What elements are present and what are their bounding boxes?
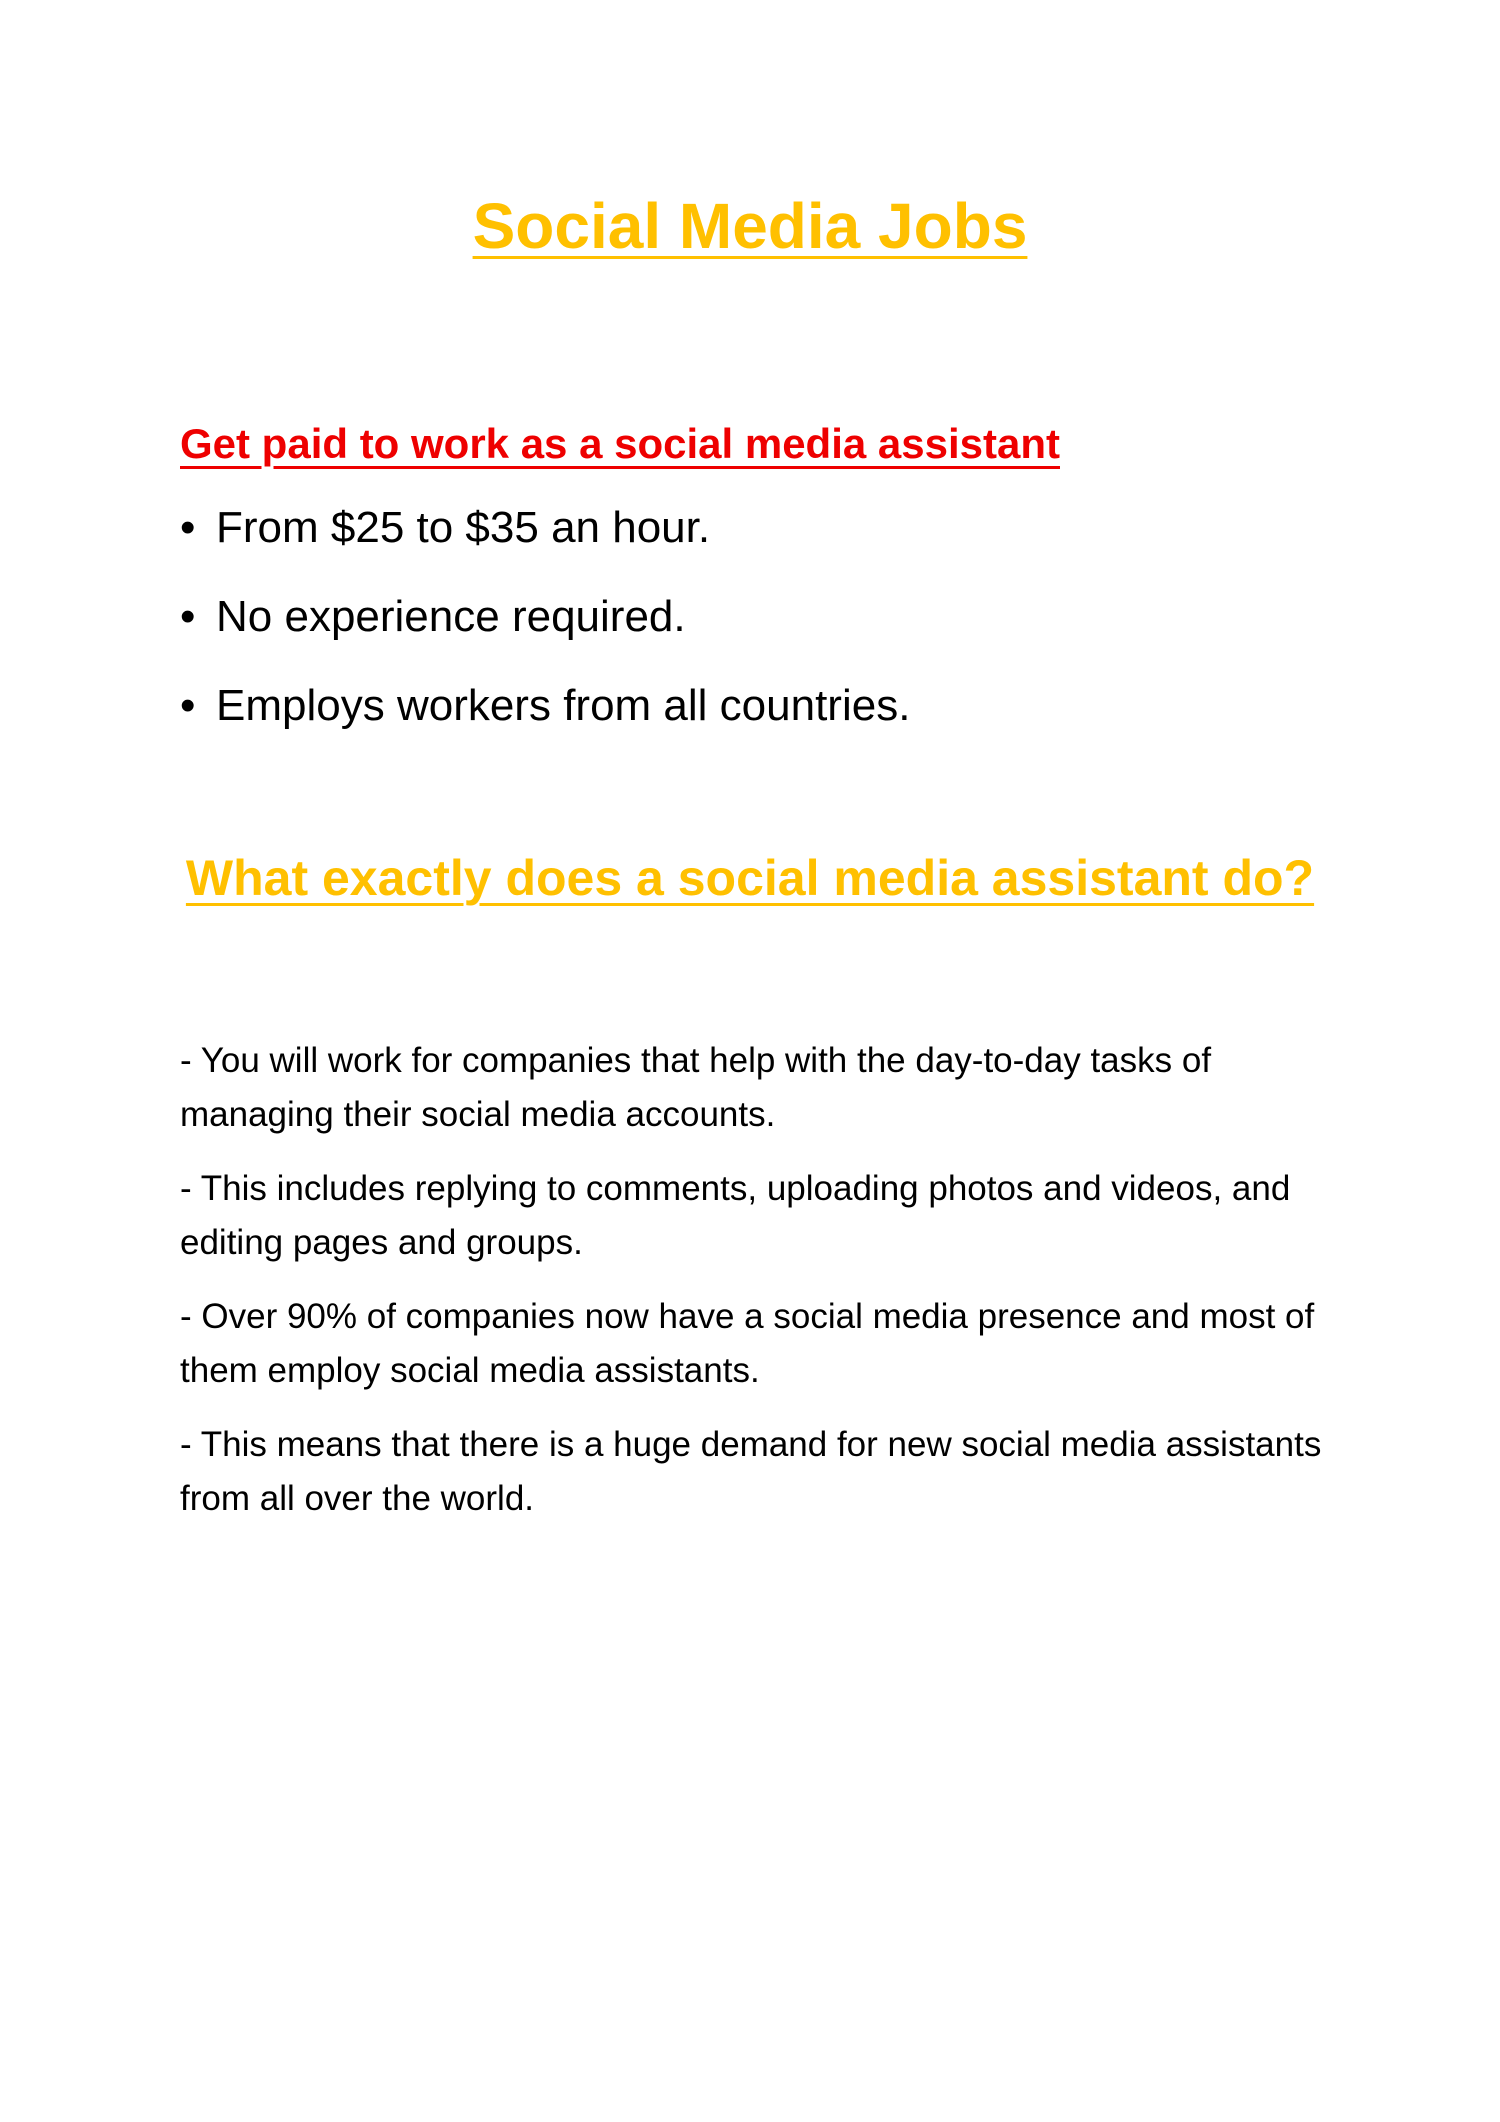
bullet-marker: • <box>180 503 196 552</box>
bullet-text: No experience required. <box>216 592 686 641</box>
bullet-text: From $25 to $35 an hour. <box>216 503 711 552</box>
paragraph: - You will work for companies that help with the day-to-day tasks of managing their social media accounts. <box>180 1041 1212 1134</box>
paragraph: - This means that there is a huge demand for new social media assistants from all over the world. <box>180 1425 1322 1518</box>
bullet-list <box>180 500 1380 767</box>
bullet-text: Employs workers from all countries. <box>216 681 911 730</box>
subheading <box>180 418 1380 470</box>
list-item <box>180 500 1380 556</box>
bullet-marker: • <box>180 681 196 730</box>
paragraph: - This includes replying to comments, uploading photos and videos, and editing pages and groups. <box>180 1169 1291 1262</box>
question-heading-text: What exactly does a social media assistant do? <box>185 850 1315 906</box>
question-heading <box>0 848 1500 908</box>
subheading-text: Get paid to work as a social media assistant <box>180 420 1060 467</box>
bullet-marker: • <box>180 592 196 641</box>
page-title <box>0 188 1500 264</box>
body-paragraphs <box>180 1034 1360 1546</box>
paragraph: - Over 90% of companies now have a social media presence and most of them employ social media assistants. <box>180 1297 1315 1390</box>
page-title-text: Social Media Jobs <box>472 190 1028 262</box>
list-item <box>180 589 1380 645</box>
list-item <box>180 678 1380 734</box>
